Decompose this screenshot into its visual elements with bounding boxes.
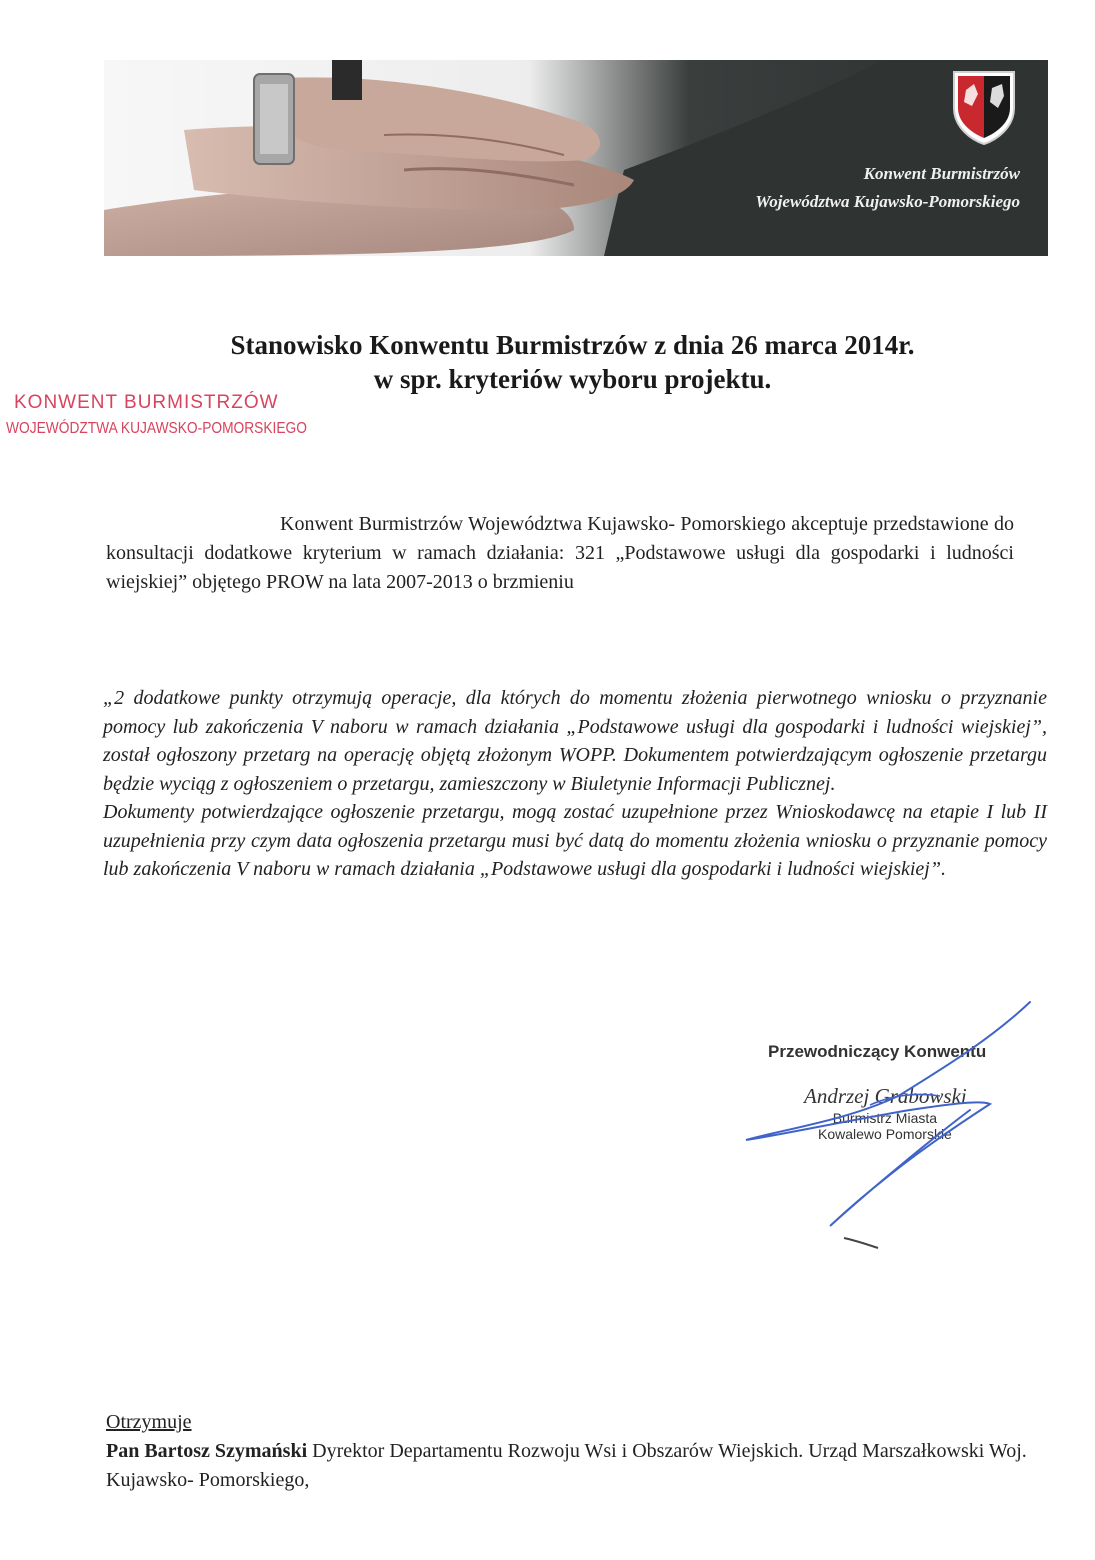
coat-of-arms-icon bbox=[944, 66, 1024, 146]
signature-name: Andrzej Grabowski bbox=[804, 1084, 967, 1108]
hands-photo bbox=[104, 60, 1048, 256]
handwritten-signature-icon bbox=[740, 1000, 1060, 1240]
signature-role: Przewodniczący Konwentu bbox=[768, 1042, 987, 1061]
recipient-line bbox=[106, 1437, 1056, 1495]
recipient-block bbox=[106, 1408, 1056, 1495]
quote-paragraph-2: Dokumenty potwierdzające ogłoszenie przetargu, mogą zostać uzupełnione przez Wnioskodawcę na etapie I lub II uzupełnienia przy czym data ogłoszenia przetargu musi być datą do momentu złożenia wniosku o przyznanie pomocy lub zakończenia V naboru w ramach działania „Podstawowe usługi dla gospodarki i ludności wiejskiej”. bbox=[103, 801, 1047, 880]
signature-block bbox=[740, 1000, 1060, 1240]
quoted-criterion bbox=[103, 684, 1047, 884]
recipient-name: Pan Bartosz Szymański bbox=[106, 1440, 308, 1462]
stamp-line2: WOJEWÓDZTWA KUJAWSKO-POMORSKIEGO bbox=[6, 420, 307, 437]
pen-mark-icon bbox=[842, 1232, 882, 1252]
recipient-label: Otrzymuje bbox=[106, 1411, 192, 1433]
signature-title-line2: Kowalewo Pomorskie bbox=[818, 1126, 952, 1142]
title-line2: w spr. kryteriów wyboru projektu. bbox=[373, 364, 772, 394]
signature-title-line1: Burmistrz Miasta bbox=[832, 1110, 938, 1126]
intro-paragraph: Konwent Burmistrzów Województwa Kujawsko- Pomorskiego akceptuje przedstawione do konsultacji dodatkowe kryterium w ramach działania: 321 „Podstawowe usługi dla gospodarki i ludności wiejskiej” objętego PROW na lata 2007-2013 o brzmieniu bbox=[106, 513, 1014, 593]
red-stamp bbox=[6, 392, 356, 438]
banner-org-line2: Województwa Kujawsko-Pomorskiego bbox=[755, 192, 1020, 211]
banner-org-name bbox=[755, 160, 1020, 216]
title-line1: Stanowisko Konwentu Burmistrzów z dnia 26 marca 2014r. bbox=[230, 330, 915, 360]
document-title bbox=[100, 328, 1045, 396]
recipient-details: Dyrektor Departamentu Rozwoju Wsi i Obszarów Wiejskich. Urząd Marszałkowski Woj. Kujawsko- Pomorskiego, bbox=[106, 1440, 1027, 1491]
banner-org-line1: Konwent Burmistrzów bbox=[863, 164, 1020, 183]
quote-paragraph-1: „2 dodatkowe punkty otrzymują operacje, dla których do momentu złożenia pierwotnego wniosku o przyznanie pomocy lub zakończenia V naboru w ramach działania „Podstawowe usługi dla gospodarki i ludności wiejskiej”, został ogłoszony przetarg na operację objętą złożonym WOPP. Dokumentem potwierdzającym ogłoszenie przetargu będzie wyciąg z ogłoszeniem o przetargu, zamieszczony w Biuletynie Informacji Publicznej. bbox=[103, 687, 1047, 795]
stamp-line1: KONWENT BURMISTRZÓW bbox=[14, 392, 279, 413]
header-banner bbox=[104, 60, 1048, 256]
